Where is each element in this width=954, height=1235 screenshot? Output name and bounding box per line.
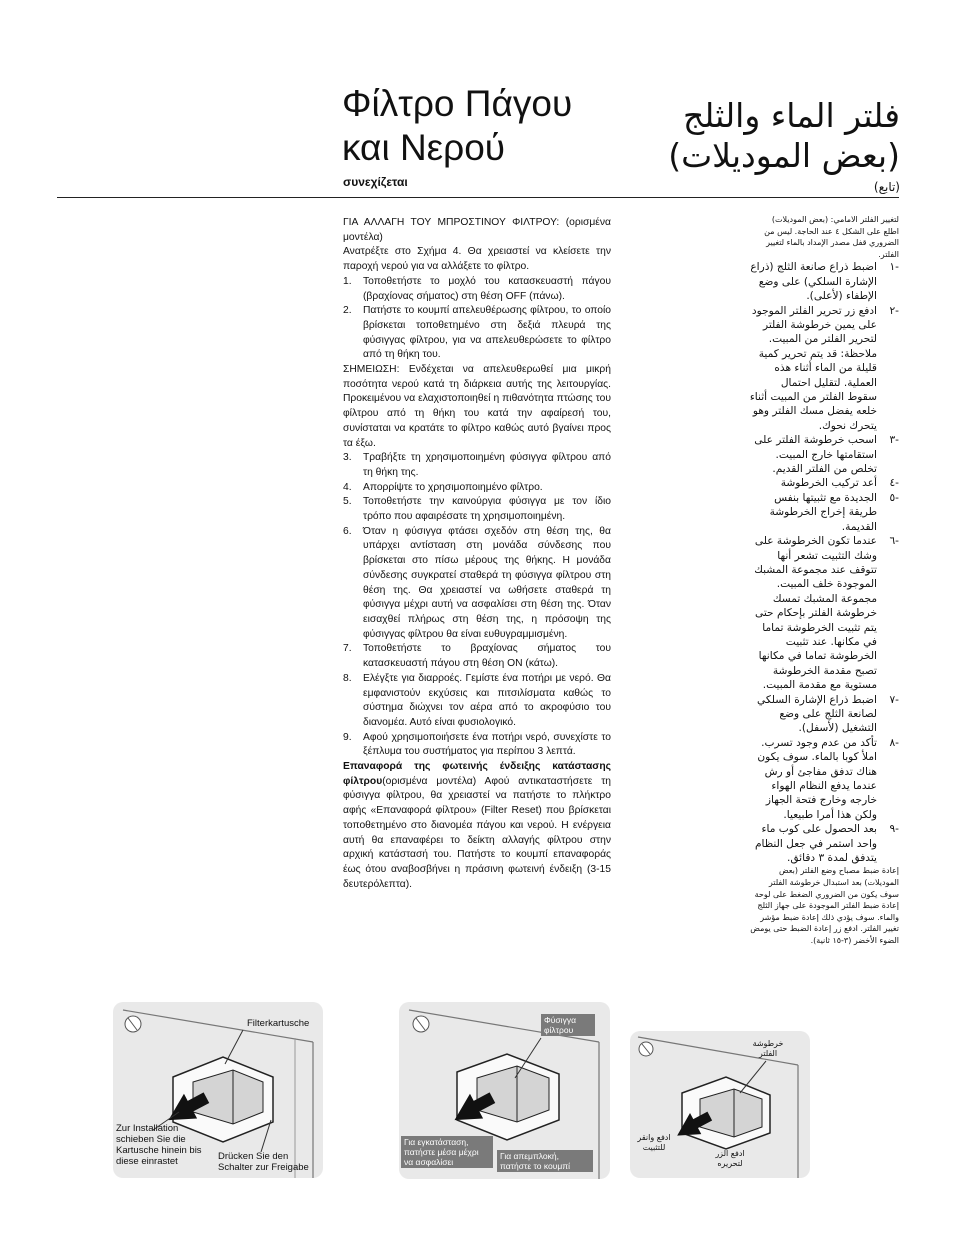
step-number: 2.	[343, 305, 352, 317]
list-item	[343, 731, 611, 760]
step-number: 8.	[343, 672, 352, 684]
step-number: 6.	[343, 525, 352, 537]
arabic-title-line2: (بعض الموديلات)	[668, 136, 900, 175]
filter-illustration-greek	[399, 1002, 610, 1179]
step-text: Τοποθετήστε το βραχίονας σήματος του κατασκευαστή πάγου στη θέση ON (κάτω).	[363, 643, 611, 670]
greek-intro: Ανατρέξτε στο Σχήμα 4. Θα χρειαστεί να κλείσετε την παροχή νερού για να αλλάξετε το φίλτρο.	[343, 246, 611, 273]
list-item	[749, 476, 899, 490]
greek-page-title	[342, 82, 642, 170]
greek-reset-models: (ορισμένα μοντέλα)	[382, 775, 477, 787]
list-item	[343, 481, 611, 496]
step-text: ادفع زر تحرير الفلتر الموجود على يمين خرطوشة الفلتر لتحرير الفلتر من المبيت. ملاحظة: قد يتم تحرير كمية قليلة من الماء أثناء هذه العملية. لتقليل احتمال سقوط الفلتر من المبيت أثناء خلعه يفضل مسك الفلتر وهو يتحرك نحوك.	[749, 304, 877, 432]
step-text: عندما تكون الخرطوشة على وشك التثبيت تشعر أنها تتوقف عند مجموعة المشبك الموجودة خلف المبيت. مجموعة المشبك تمسك خرطوشة الفلتر بإحكام حتى يتم تثبيت الخرطوشة تماما في مكانها. عند تثبيت الخرطوشة تماما في مكانها تصبح مقدمة الخرطوشة مستوية مع مقدمة المبيت.	[754, 535, 877, 692]
list-item	[749, 433, 899, 476]
list-item	[343, 495, 611, 524]
list-item	[749, 491, 899, 534]
filter-cartridge-label: خرطوشة الفلتر	[752, 1039, 784, 1058]
step-text: Αφού χρησιμοποιήσετε ένα ποτήρι νερό, συνεχίστε το ξέπλυμα του συστήματος για περίπου 3 λεπτά.	[363, 731, 611, 758]
list-item	[343, 525, 611, 643]
greek-section-heading: ΓΙΑ ΑΛΛΑΓΗ ΤΟΥ ΜΠΡΟΣΤΙΝΟΥ ΦΙΛΤΡΟΥ: (ορισμένα μοντέλα)	[343, 217, 611, 243]
list-item	[749, 304, 899, 434]
step-number: -٧	[889, 693, 899, 706]
list-item	[343, 451, 611, 480]
greek-steps-list-b	[343, 451, 611, 760]
release-instruction-label: ادفع الزر لتحريره	[715, 1149, 745, 1168]
step-text: اضبط ذراع الإشارة السلكي لصانعة الثلج على وضع التشغيل (لأسفل).	[757, 693, 877, 735]
arabic-body-text	[749, 214, 899, 947]
step-number: -٦	[889, 535, 899, 548]
greek-reset-section	[343, 760, 611, 892]
list-item	[749, 260, 899, 303]
list-item	[343, 304, 611, 363]
greek-steps-list-a	[343, 275, 611, 363]
list-item	[749, 534, 899, 692]
step-text: Τοποθετήστε την καινούργια φύσιγγα με τον ίδιο τρόπο που αφαιρέσατε τη χρησιμοποιημένη.	[363, 496, 611, 523]
list-item	[749, 736, 899, 822]
step-text: تأكد من عدم وجود تسرب. املأ كوبا بالماء. سوف يكون هناك تدفق مفاجئ أو رش عندما يدفع النظام الهواء خارجه وخارج فتحة الجهاز ولكن هذا أمرا طبيعيا.	[757, 736, 877, 821]
step-text: أعد تركيب الخرطوشة	[780, 477, 877, 490]
filter-cartridge-label: Filterkartusche	[247, 1018, 310, 1029]
step-number: 4.	[343, 481, 352, 493]
arabic-steps-list	[749, 260, 899, 865]
step-number: 5.	[343, 496, 352, 508]
release-instruction-label: Drücken Sie den Schalter zur Freigabe	[218, 1151, 309, 1173]
list-item	[343, 642, 611, 671]
arabic-continued-label: (تابع)	[873, 180, 900, 194]
step-number: -٢	[889, 304, 899, 317]
install-instruction-label: Για εγκατάσταση, πατήστε μέσα μέχρι να ασφαλίσει	[401, 1136, 493, 1168]
greek-reset-text: Αφού αντικαταστήσετε τη φύσιγγα φίλτρου, θα χρειαστεί να πατήστε το πλήκτρο αφής «Επαναφορά φίλτρου» (Filter Reset) που βρίσκεται τοποθετημένο στο διανομέα πάγου και νερού. Η ενέργεια αυτή θα επαναφέρει το δείκτη αλλαγής φίλτρου στην αρχική κατάστασή του. Πατήστε το κουμπί επαναφοράς έως ότου αναβοσβήνει η πράσινη φωτεινή ένδειξη (3-15 δευτερόλεπτα).	[343, 775, 612, 890]
step-number: -٨	[889, 736, 899, 749]
step-number: -٤	[889, 477, 899, 490]
filter-illustration-german	[113, 1002, 323, 1178]
step-text: Τραβήξτε τη χρησιμοποιημένη φύσιγγα φίλτρου από τη θήκη της.	[363, 452, 611, 478]
step-number: 7.	[343, 643, 352, 655]
arabic-reset-text: إعادة ضبط مصباح وضع الفلتر (بعض الموديلات) بعد استبدال خرطوشة الفلتر سوف يكون من الضروري الضغط على لوحة إعادة ضبط الفلتر الموجودة على جهاز الثلج والماء. سوف يؤدي ذلك إعادة ضبط مؤشر تغيير الفلتر. ادفع زر إعادة الضبط حتى يومض الضوء الأخضر (٣-١٥ ثانية).	[750, 866, 899, 945]
arabic-page-title	[600, 96, 900, 176]
filter-cartridge-label: Φύσιγγα φίλτρου	[541, 1014, 595, 1036]
greek-note: ΣΗΜΕΙΩΣΗ: Ενδέχεται να απελευθερωθεί μια μικρή ποσότητα νερού κατά τη διάρκεια αυτής της λειτουργίας. Προκειμένου να ελαχιστοποιηθεί η πιθανότητα πτώσης του φίλτρου από τη θήκη του κατά την αφαίρεσή του, συνίσταται να κρατάτε το φίλτρο καθώς αυτό βγαίνει προς τα έξω.	[343, 364, 611, 449]
step-text: اضبط ذراع صانعة الثلج (ذراع الإشارة السلكي) على وضع الإطفاء (لأعلى).	[750, 261, 877, 303]
filter-illustration-arabic	[630, 1031, 810, 1178]
step-number: -٩	[889, 823, 899, 836]
arabic-intro: اطلع على الشكل ٤ عند الحاجة. ليس من الضروري قفل مصدر الإمداد بالماء لتغيير الفلتر.	[764, 226, 899, 259]
step-text: بعد الحصول على كوب ماء واحد استمر في جعل النظام يتدفق لمدة ٣ دقائق.	[754, 823, 877, 865]
greek-title-line1: Φίλτρο Πάγου	[342, 83, 573, 124]
install-instruction-label: ادفع وانقر للتثبيت	[637, 1133, 671, 1152]
step-number: -٣	[889, 434, 899, 447]
step-number: 1.	[343, 275, 352, 287]
step-text: Απορρίψτε το χρησιμοποιημένο φίλτρο.	[363, 481, 543, 493]
step-number: -٥	[889, 491, 899, 504]
step-text: Τοποθετήστε το μοχλό του κατασκευαστή πάγου (βραχίονας σήματος) στη θέση OFF (πάνω).	[363, 275, 611, 302]
header-divider	[57, 197, 899, 198]
release-instruction-label: Για απεμπλοκή, πατήστε το κουμπί	[497, 1150, 593, 1172]
greek-title-line2: και Νερού	[342, 127, 506, 168]
greek-continued-label: συνεχίζεται	[343, 175, 408, 189]
greek-body-text	[343, 216, 611, 892]
list-item	[749, 693, 899, 736]
step-number: 9.	[343, 731, 352, 743]
arabic-section-heading: لتغيير الفلتر الامامي: (بعض الموديلات)	[771, 215, 899, 224]
step-text: الجديدة مع تثبيتها بنفس طريقة إخراج الخرطوشة القديمة.	[769, 491, 877, 533]
greek-reset-heading: Επαναφορά της φωτεινής ένδειξης κατάστασης φίλτρου	[343, 761, 611, 787]
step-text: Όταν η φύσιγγα φτάσει σχεδόν στη θέση της, θα υπάρχει αντίσταση στη μονάδα σύνδεσης που βρίσκεται στο πίσω μέρους της θήκης. Η μονάδα σύνδεσης συγκρατεί σταθερά τη φύσιγγα φίλτρου στη θέση της. Θα χρειαστεί να ωθήσετε σταθερά τη φύσιγγα μέχρι αυτή να ασφαλίσει στη θέση της. Όταν εισαχθεί πλήρως στη θέση της, η πρόσοψη της φύσιγγας φίλτρου θα είναι ευθυγραμμισμένη.	[363, 525, 611, 640]
install-instruction-label: Zur Installation schieben Sie die Kartusche hinein bis diese einrastet	[116, 1123, 202, 1167]
step-text: Πατήστε το κουμπί απελευθέρωσης φίλτρου, το οποίο βρίσκεται τοποθετημένο στη δεξιά πλευρά της φύσιγγας φίλτρου, για να απελευθερώσετε το φίλτρο από τη θήκη του.	[363, 305, 611, 361]
list-item	[343, 672, 611, 731]
step-number: 3.	[343, 452, 352, 464]
list-item	[749, 822, 899, 865]
step-text: Ελέγξτε για διαρροές. Γεμίστε ένα ποτήρι με νερό. Θα εμφανιστούν εκχύσεις και πιτσιλίσματα καθώς το σύστημα διώχνει τον αέρα από το ακροφύσιο του διανομέα. Αυτό είναι φυσιολογικό.	[363, 672, 611, 728]
step-text: اسحب خرطوشة الفلتر على استقامتها خارج المبيت. تخلص من الفلتر القديم.	[754, 434, 877, 476]
list-item	[343, 275, 611, 304]
step-number: -١	[889, 261, 899, 274]
arabic-title-line1: فلتر الماء والثلج	[682, 96, 900, 135]
